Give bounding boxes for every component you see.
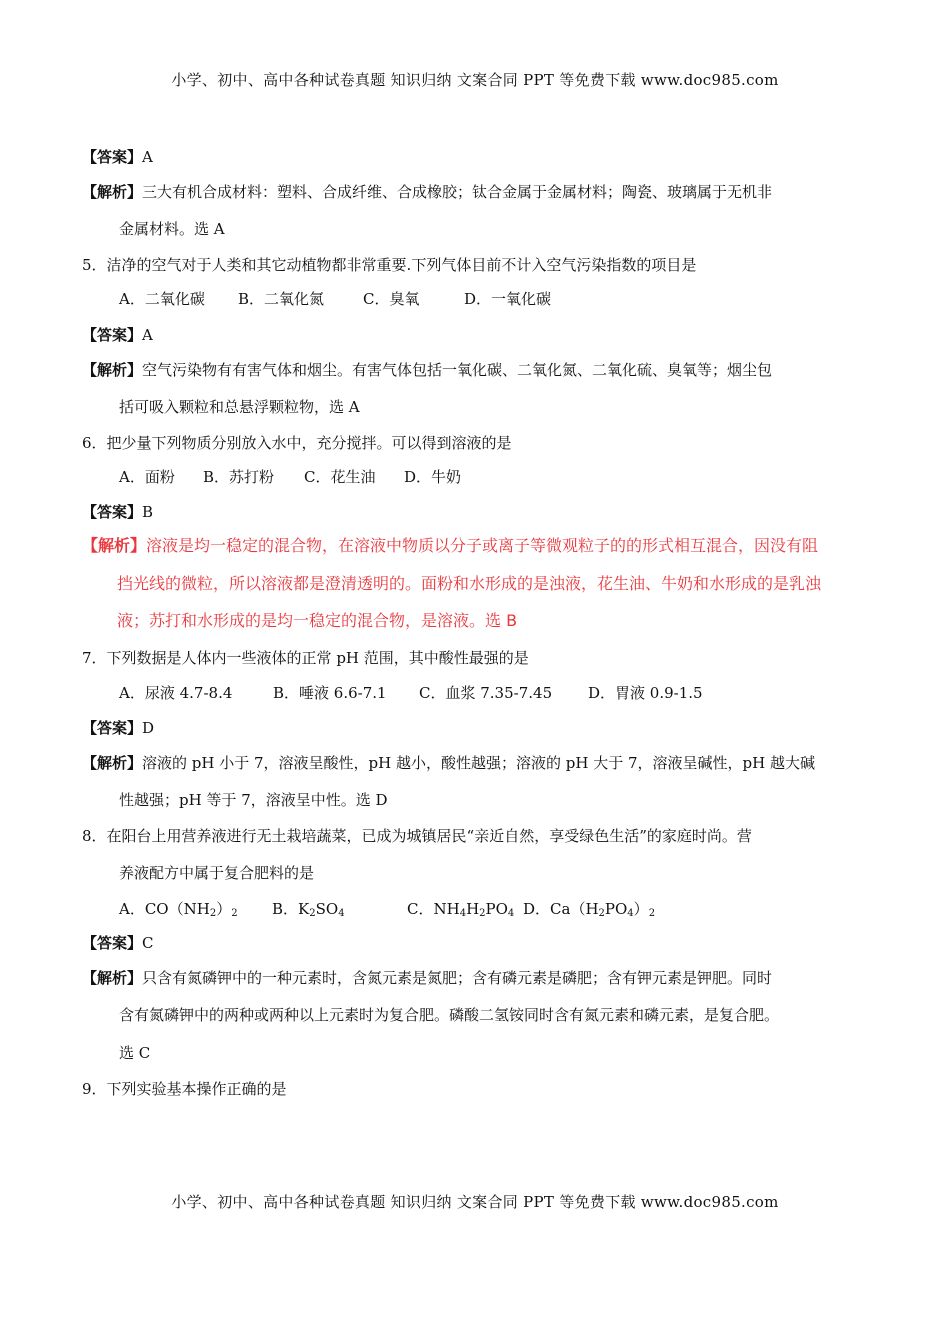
analysis-tag: 【解析】 <box>82 536 147 555</box>
q8-option-b: B．$K_2SO_4$ <box>272 900 345 919</box>
q5-option-c: C．臭氧 <box>363 290 420 308</box>
q5-answer: A <box>142 326 153 344</box>
answer-tag: 【答案】 <box>82 326 143 344</box>
q4-analysis-line-1 <box>82 182 772 202</box>
q5-options <box>119 289 551 309</box>
q7-answer: D <box>142 719 155 737</box>
q4-answer: A <box>142 148 153 166</box>
q7-option-b: B．唾液 6.6-7.1 <box>273 684 387 702</box>
q7-option-c: C．血浆 7.35-7.45 <box>419 684 553 702</box>
q8-analysis-line-2: 含有氮磷钾中的两种或两种以上元素时为复合肥。磷酸二氢铵同时含有氮元素和磷元素，是复合肥。 <box>119 1006 780 1024</box>
q7-option-d: D．胃液 0.9-1.5 <box>588 684 703 702</box>
q8-option-a: A．$CO(NH_2)_2$ <box>119 900 238 919</box>
answer-tag: 【答案】 <box>82 934 143 952</box>
q5-option-b: B．二氧化氮 <box>238 290 325 308</box>
q6-option-a: A．面粉 <box>119 468 175 486</box>
q5-answer-line <box>82 325 153 345</box>
q6-answer: B <box>142 503 154 521</box>
q6-option-c: C．花生油 <box>304 468 376 486</box>
q8-analysis-line-3: 选 C <box>119 1044 151 1062</box>
page-footer: 小学、初中、高中各种试卷真题 知识归纳 文案合同 PPT 等免费下载 www.doc985.com <box>171 1193 779 1211</box>
analysis-tag: 【解析】 <box>82 361 143 379</box>
q7-analysis-line-1 <box>82 753 815 773</box>
q5-option-a: A．二氧化碳 <box>119 290 205 308</box>
q8-analysis-line-1 <box>82 968 772 988</box>
q5-analysis-1: 空气污染物有有害气体和烟尘。有害气体包括一氧化碳、二氧化氮、二氧化硫、臭氧等；烟尘包 <box>142 361 773 379</box>
q4-answer-line <box>82 147 153 167</box>
q8-stem-line-2: 养液配方中属于复合肥料的是 <box>119 864 315 882</box>
q6-stem: 6．把少量下列物质分别放入水中，充分搅拌。可以得到溶液的是 <box>82 434 512 452</box>
q8-options <box>119 899 655 924</box>
q9-stem: 9．下列实验基本操作正确的是 <box>82 1080 287 1098</box>
q7-analysis-line-2: 性越强；pH 等于 7，溶液呈中性。选 D <box>119 791 388 809</box>
q6-analysis-1: 溶液是均一稳定的混合物，在溶液中物质以分子或离子等微观粒子的的形式相互混合，因没有阻 <box>146 536 819 555</box>
q4-analysis-1: 三大有机合成材料：塑料、合成纤维、合成橡胶；钛合金属于金属材料；陶瓷、玻璃属于无机非 <box>142 183 773 201</box>
q8-option-c: C．$NH_4H_2PO_4$ <box>407 900 515 919</box>
answer-tag: 【答案】 <box>82 503 143 521</box>
q7-option-a: A．尿液 4.7-8.4 <box>119 684 233 702</box>
page-header: 小学、初中、高中各种试卷真题 知识归纳 文案合同 PPT 等免费下载 www.doc985.com <box>171 71 779 89</box>
q5-stem: 5．洁净的空气对于人类和其它动植物都非常重要.下列气体目前不计入空气污染指数的项目是 <box>82 256 697 274</box>
analysis-tag: 【解析】 <box>82 969 143 987</box>
answer-tag: 【答案】 <box>82 148 143 166</box>
q6-analysis-line-3: 液；苏打和水形成的是均一稳定的混合物，是溶液。选 B <box>117 611 518 630</box>
q7-answer-line <box>82 718 154 738</box>
q8-stem-line-1: 8．在阳台上用营养液进行无土栽培蔬菜，已成为城镇居民“亲近自然，享受绿色生活”的家庭时尚。营 <box>82 827 752 845</box>
q8-answer: C <box>142 934 154 952</box>
q8-answer-line <box>82 933 154 953</box>
q7-stem: 7．下列数据是人体内一些液体的正常 pH 范围，其中酸性最强的是 <box>82 649 529 667</box>
q4-analysis-line-2: 金属材料。选 A <box>119 220 225 238</box>
q7-analysis-1: 溶液的 pH 小于 7，溶液呈酸性，pH 越小，酸性越强；溶液的 pH 大于 7，溶液呈碱性，pH 越大碱 <box>142 754 815 772</box>
answer-tag: 【答案】 <box>82 719 143 737</box>
q6-answer-line <box>82 502 153 522</box>
q5-analysis-line-1 <box>82 360 772 380</box>
q7-options <box>119 683 703 703</box>
q5-option-d: D．一氧化碳 <box>464 290 552 308</box>
q6-analysis-line-1 <box>82 536 818 556</box>
q5-analysis-line-2: 括可吸入颗粒和总悬浮颗粒物，选 A <box>119 398 360 416</box>
q8-analysis-1: 只含有氮磷钾中的一种元素时，含氮元素是氮肥；含有磷元素是磷肥；含有钾元素是钾肥。同时 <box>142 969 773 987</box>
analysis-tag: 【解析】 <box>82 754 143 772</box>
q6-analysis-line-2: 挡光线的微粒，所以溶液都是澄清透明的。面粉和水形成的是浊液，花生油、牛奶和水形成的是乳浊 <box>117 574 822 593</box>
q6-option-b: B．苏打粉 <box>203 468 275 486</box>
analysis-tag: 【解析】 <box>82 183 143 201</box>
q8-option-d: D．$Ca(H_2PO_4)_2$ <box>523 900 656 919</box>
q6-options <box>119 467 461 487</box>
q6-option-d: D．牛奶 <box>404 468 462 486</box>
